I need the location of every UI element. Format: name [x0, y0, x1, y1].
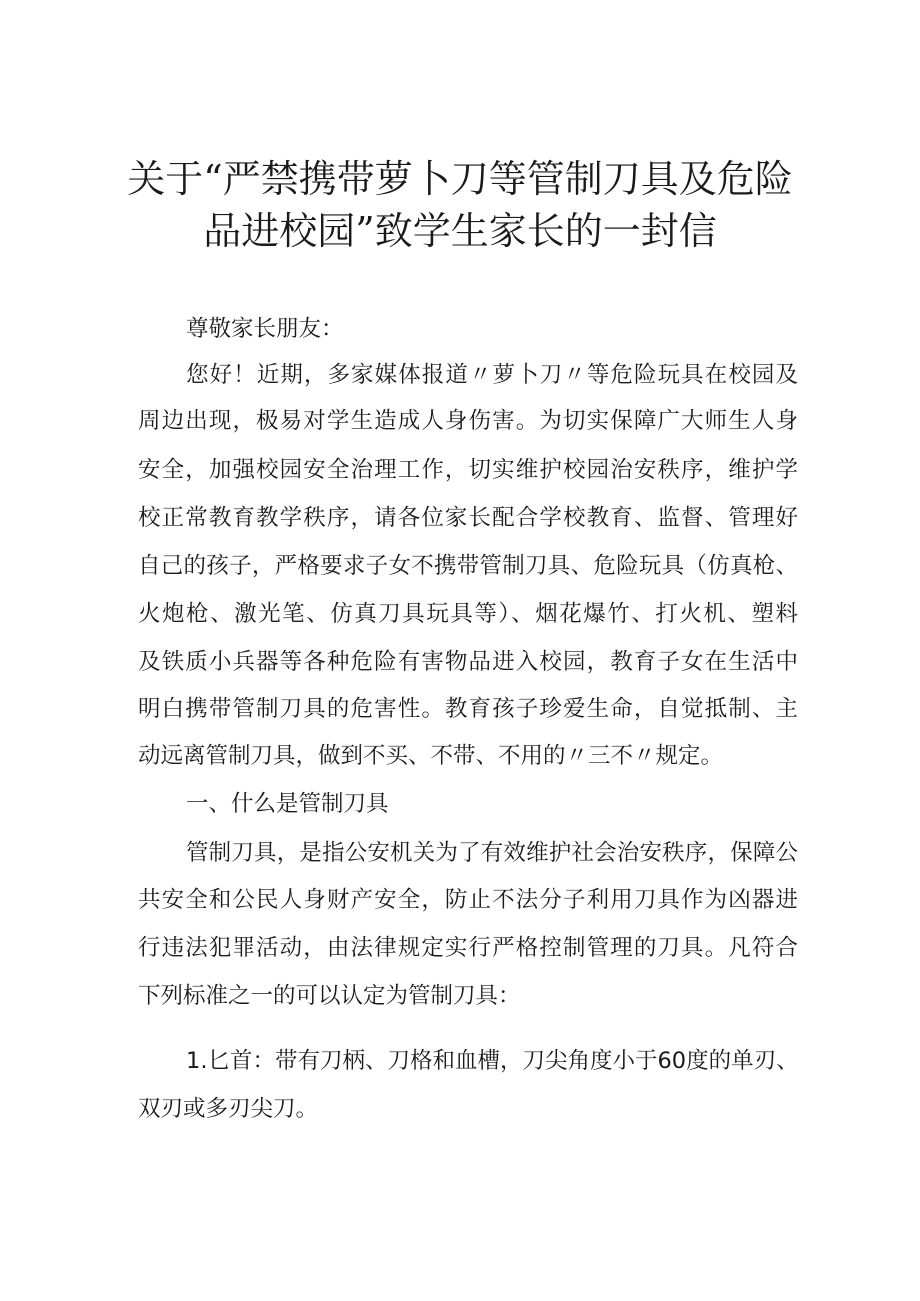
document-title-line-2: 品进校园”致学生家长的一封信: [203, 209, 717, 253]
paragraph-1-line-1: 您好！近期，多家媒体报道〃萝卜刀〃等危险玩具在校园及: [186, 362, 798, 388]
document-title-line-1: 关于“严禁携带萝卜刀等管制刀具及危险: [127, 157, 793, 201]
paragraph-1-line-7: 及铁质小兵器等各种危险有害物品进入校园，教育子女在生活中: [138, 649, 798, 675]
paragraph-1-line-9: 动远离管制刀具，做到不买、不带、不用的〃三不〃规定。: [138, 743, 724, 769]
paragraph-1-line-3: 安全，加强校园安全治理工作，切实维护校园治安秩序，维护学: [138, 457, 798, 483]
section-1-heading: 一、什么是管制刀具: [186, 791, 389, 817]
item-1-line-2: 双刃或多刃尖刀。: [138, 1096, 319, 1122]
paragraph-2-line-2: 共安全和公民人身财产安全，防止不法分子利用刀具作为凶器进: [138, 887, 798, 913]
paragraph-1-line-6: 火炮枪、激光笔、仿真刀具玩具等）、烟花爆竹、打火机、塑料: [138, 601, 798, 627]
paragraph-2-line-3: 行违法犯罪活动，由法律规定实行严格控制管理的刀具。凡符合: [138, 935, 798, 961]
paragraph-1-line-8: 明白携带管制刀具的危害性。教育孩子珍爱生命，自觉抵制、主: [138, 696, 798, 722]
paragraph-1-line-2: 周边出现，极易对学生造成人身伤害。为切实保障广大师生人身: [138, 408, 798, 434]
paragraph-1-line-4: 校正常教育教学秩序，请各位家长配合学校教育、监督、管理好: [138, 505, 798, 531]
item-1-line-1: 1.匕首：带有刀柄、刀格和血槽，刀尖角度小于60度的单刃、: [186, 1048, 799, 1074]
paragraph-1-line-5: 自己的孩子，严格要求子女不携带管制刀具、危险玩具（仿真枪、: [138, 553, 798, 579]
salutation: 尊敬家长朋友：: [186, 316, 344, 342]
paragraph-2-line-4: 下列标准之一的可以认定为管制刀具：: [138, 983, 521, 1009]
paragraph-2-line-1: 管制刀具，是指公安机关为了有效维护社会治安秩序，保障公: [186, 840, 798, 866]
